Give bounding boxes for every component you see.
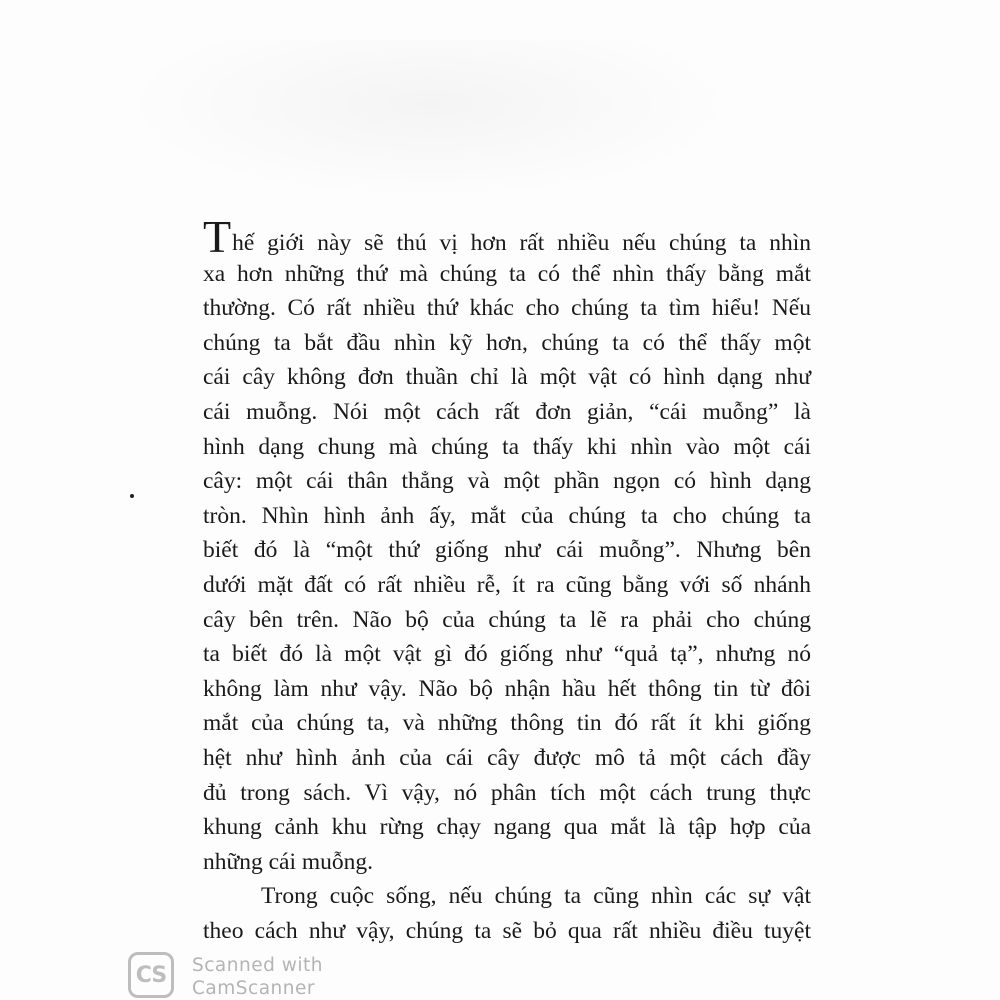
watermark-text — [192, 954, 323, 1000]
text-line-8: cây: một cái thân thẳng và một phần ngọn có hình dạng — [203, 468, 811, 495]
watermark-line-1: Scanned with — [192, 955, 323, 976]
text-line-11: dưới mặt đất có rất nhiều rễ, ít ra cũng bằng với số nhánh — [203, 571, 811, 598]
text-line-3: thường. Có rất nhiều thứ khác cho chúng ta tìm hiểu! Nếu — [203, 295, 811, 322]
text-line-12: cây bên trên. Não bộ của chúng ta lẽ ra phải cho chúng — [203, 606, 811, 633]
text-line-7: hình dạng chung mà chúng ta thấy khi nhìn vào một cái — [203, 433, 811, 460]
camscanner-logo-icon: CS — [128, 952, 174, 998]
text-line-2: xa hơn những thứ mà chúng ta có thể nhìn thấy bằng mắt — [203, 260, 811, 287]
text-line-9: tròn. Nhìn hình ảnh ấy, mắt của chúng ta cho chúng ta — [203, 502, 811, 529]
text-line-13: ta biết đó là một vật gì đó giống như “quả tạ”, nhưng nó — [203, 641, 811, 668]
text-line-19: những cái muỗng. — [203, 848, 374, 875]
text-line-6: cái muỗng. Nói một cách rất đơn giản, “cái muỗng” là — [203, 398, 811, 425]
camscanner-watermark — [126, 950, 356, 1000]
text-line-20: Trong cuộc sống, nếu chúng ta cũng nhìn các sự vật — [261, 883, 811, 910]
watermark-line-2: CamScanner — [192, 978, 315, 999]
text-line-17: đủ trong sách. Vì vậy, nó phân tích một cách trung thực — [203, 779, 811, 806]
text-line-18: khung cảnh khu rừng chạy ngang qua mắt là tập hợp của — [203, 814, 811, 841]
text-line-1: Thế giới này sẽ thú vị hơn rất nhiều nếu chúng ta nhìn — [203, 211, 811, 262]
text-line-14: không làm như vậy. Não bộ nhận hầu hết thông tin từ đôi — [203, 675, 811, 702]
text-line-15: mắt của chúng ta, và những thông tin đó rất ít khi giống — [203, 710, 811, 737]
text-line-21: theo cách như vậy, chúng ta sẽ bỏ qua rất nhiều điều tuyệt — [203, 917, 811, 944]
body-text — [203, 211, 811, 948]
text-line-4: chúng ta bắt đầu nhìn kỹ hơn, chúng ta có thể thấy một — [203, 329, 811, 356]
drop-cap: T — [203, 211, 232, 262]
show-through-shadow — [120, 40, 740, 200]
text-line-10: biết đó là “một thứ giống như cái muỗng”. Nhưng bên — [203, 537, 811, 564]
text-line-5: cái cây không đơn thuần chỉ là một vật có hình dạng như — [203, 364, 811, 391]
scan-speck — [130, 494, 134, 498]
text-line-16: hệt như hình ảnh của cái cây được mô tả một cách đầy — [203, 744, 811, 771]
